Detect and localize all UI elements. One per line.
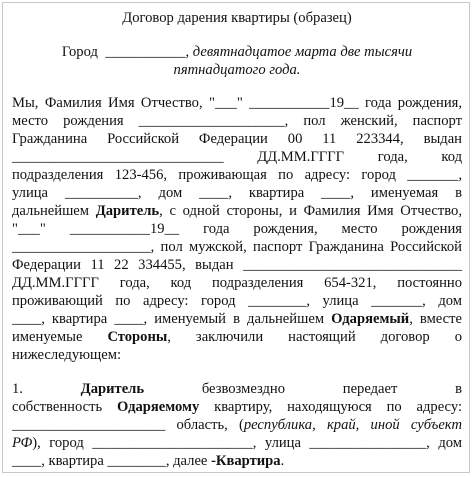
- parties-term: Стороны: [107, 329, 168, 345]
- text-segment: ____, квартира ________, далее: [12, 453, 212, 469]
- text-segment: безвозмездно передает в: [144, 381, 463, 397]
- header-city-date-line: [0, 43, 474, 61]
- paragraph-line: Гражданина Российской Федерации 00 11 223344, выдан: [12, 131, 462, 147]
- city-label: Город: [61, 44, 98, 60]
- text-segment: , вместе: [409, 311, 462, 327]
- text-segment: дальнейшем: [12, 203, 96, 219]
- paragraph-line: проживающий по адресу: город ________, улица _______, дом: [12, 293, 462, 309]
- clause-line: [12, 380, 462, 398]
- text-segment: ), город ______________________, улица ________________, дом: [32, 435, 462, 451]
- recipient-term: Одаряемый: [331, 311, 410, 327]
- city-blank: ___________,: [105, 44, 190, 60]
- paragraph-line: нижеследующем:: [12, 347, 122, 363]
- document-title: Договор дарения квартиры (образец): [122, 10, 352, 26]
- apartment-term: -Квартира: [211, 453, 281, 469]
- paragraph-line: ДД.ММ.ГГГГ года, код подразделения 654-321, постоянно: [12, 275, 462, 291]
- paragraph-line: подразделения 123-456, проживающая по адресу: город _______,: [12, 167, 462, 183]
- paragraph-line: Мы, Фамилия Имя Отчество, "___" ___________19__ года рождения,: [12, 95, 462, 111]
- date-text-continued: пятнадцатого года.: [173, 62, 301, 78]
- text-segment: собственность: [12, 399, 117, 415]
- paragraph-line: [12, 310, 462, 328]
- text-segment: .: [280, 453, 285, 469]
- recipient-term: Одаряемому: [116, 399, 200, 415]
- donor-term: Даритель: [80, 381, 145, 397]
- clause-line: [12, 398, 462, 416]
- paragraph-line: ___________________, пол мужской, паспорт Гражданина Российской: [12, 239, 462, 255]
- paragraph-line: _____________________________ ДД.ММ.ГГГГ года, код: [12, 149, 462, 165]
- region-note: республика, край, иной субъект: [243, 417, 462, 433]
- paragraph-line: [12, 328, 462, 346]
- paragraph-line: место рождения ____________________, пол женский, паспорт: [12, 113, 462, 129]
- date-text: девятнадцатое марта две тысячи: [192, 44, 413, 60]
- text-segment: квартиру, находящуюся по адресу:: [199, 399, 462, 415]
- paragraph-line: Федерации 11 22 334455, выдан ______________________________: [12, 257, 462, 273]
- text-segment: именуемые: [12, 329, 108, 345]
- paragraph-line: улица __________, дом ____, квартира ____, именуемая в: [12, 185, 462, 201]
- paragraph-line: "___" ___________19__ года рождения, место рождения: [12, 221, 462, 237]
- text-segment: ____, квартира ____, именуемый в дальнейшем: [12, 311, 332, 327]
- text-segment: , с одной стороны, и Фамилия Имя Отчество,: [159, 203, 462, 219]
- text-segment: , заключили настоящий договор о: [167, 329, 462, 345]
- text-segment: _____________________ область, (: [12, 417, 244, 433]
- clause-line: [12, 452, 284, 470]
- clause-line: [12, 434, 462, 452]
- donor-term: Даритель: [95, 203, 160, 219]
- clause-line: [12, 416, 462, 434]
- clause-number: 1.: [12, 381, 81, 397]
- region-note: РФ: [12, 435, 33, 451]
- paragraph-line: [12, 202, 462, 220]
